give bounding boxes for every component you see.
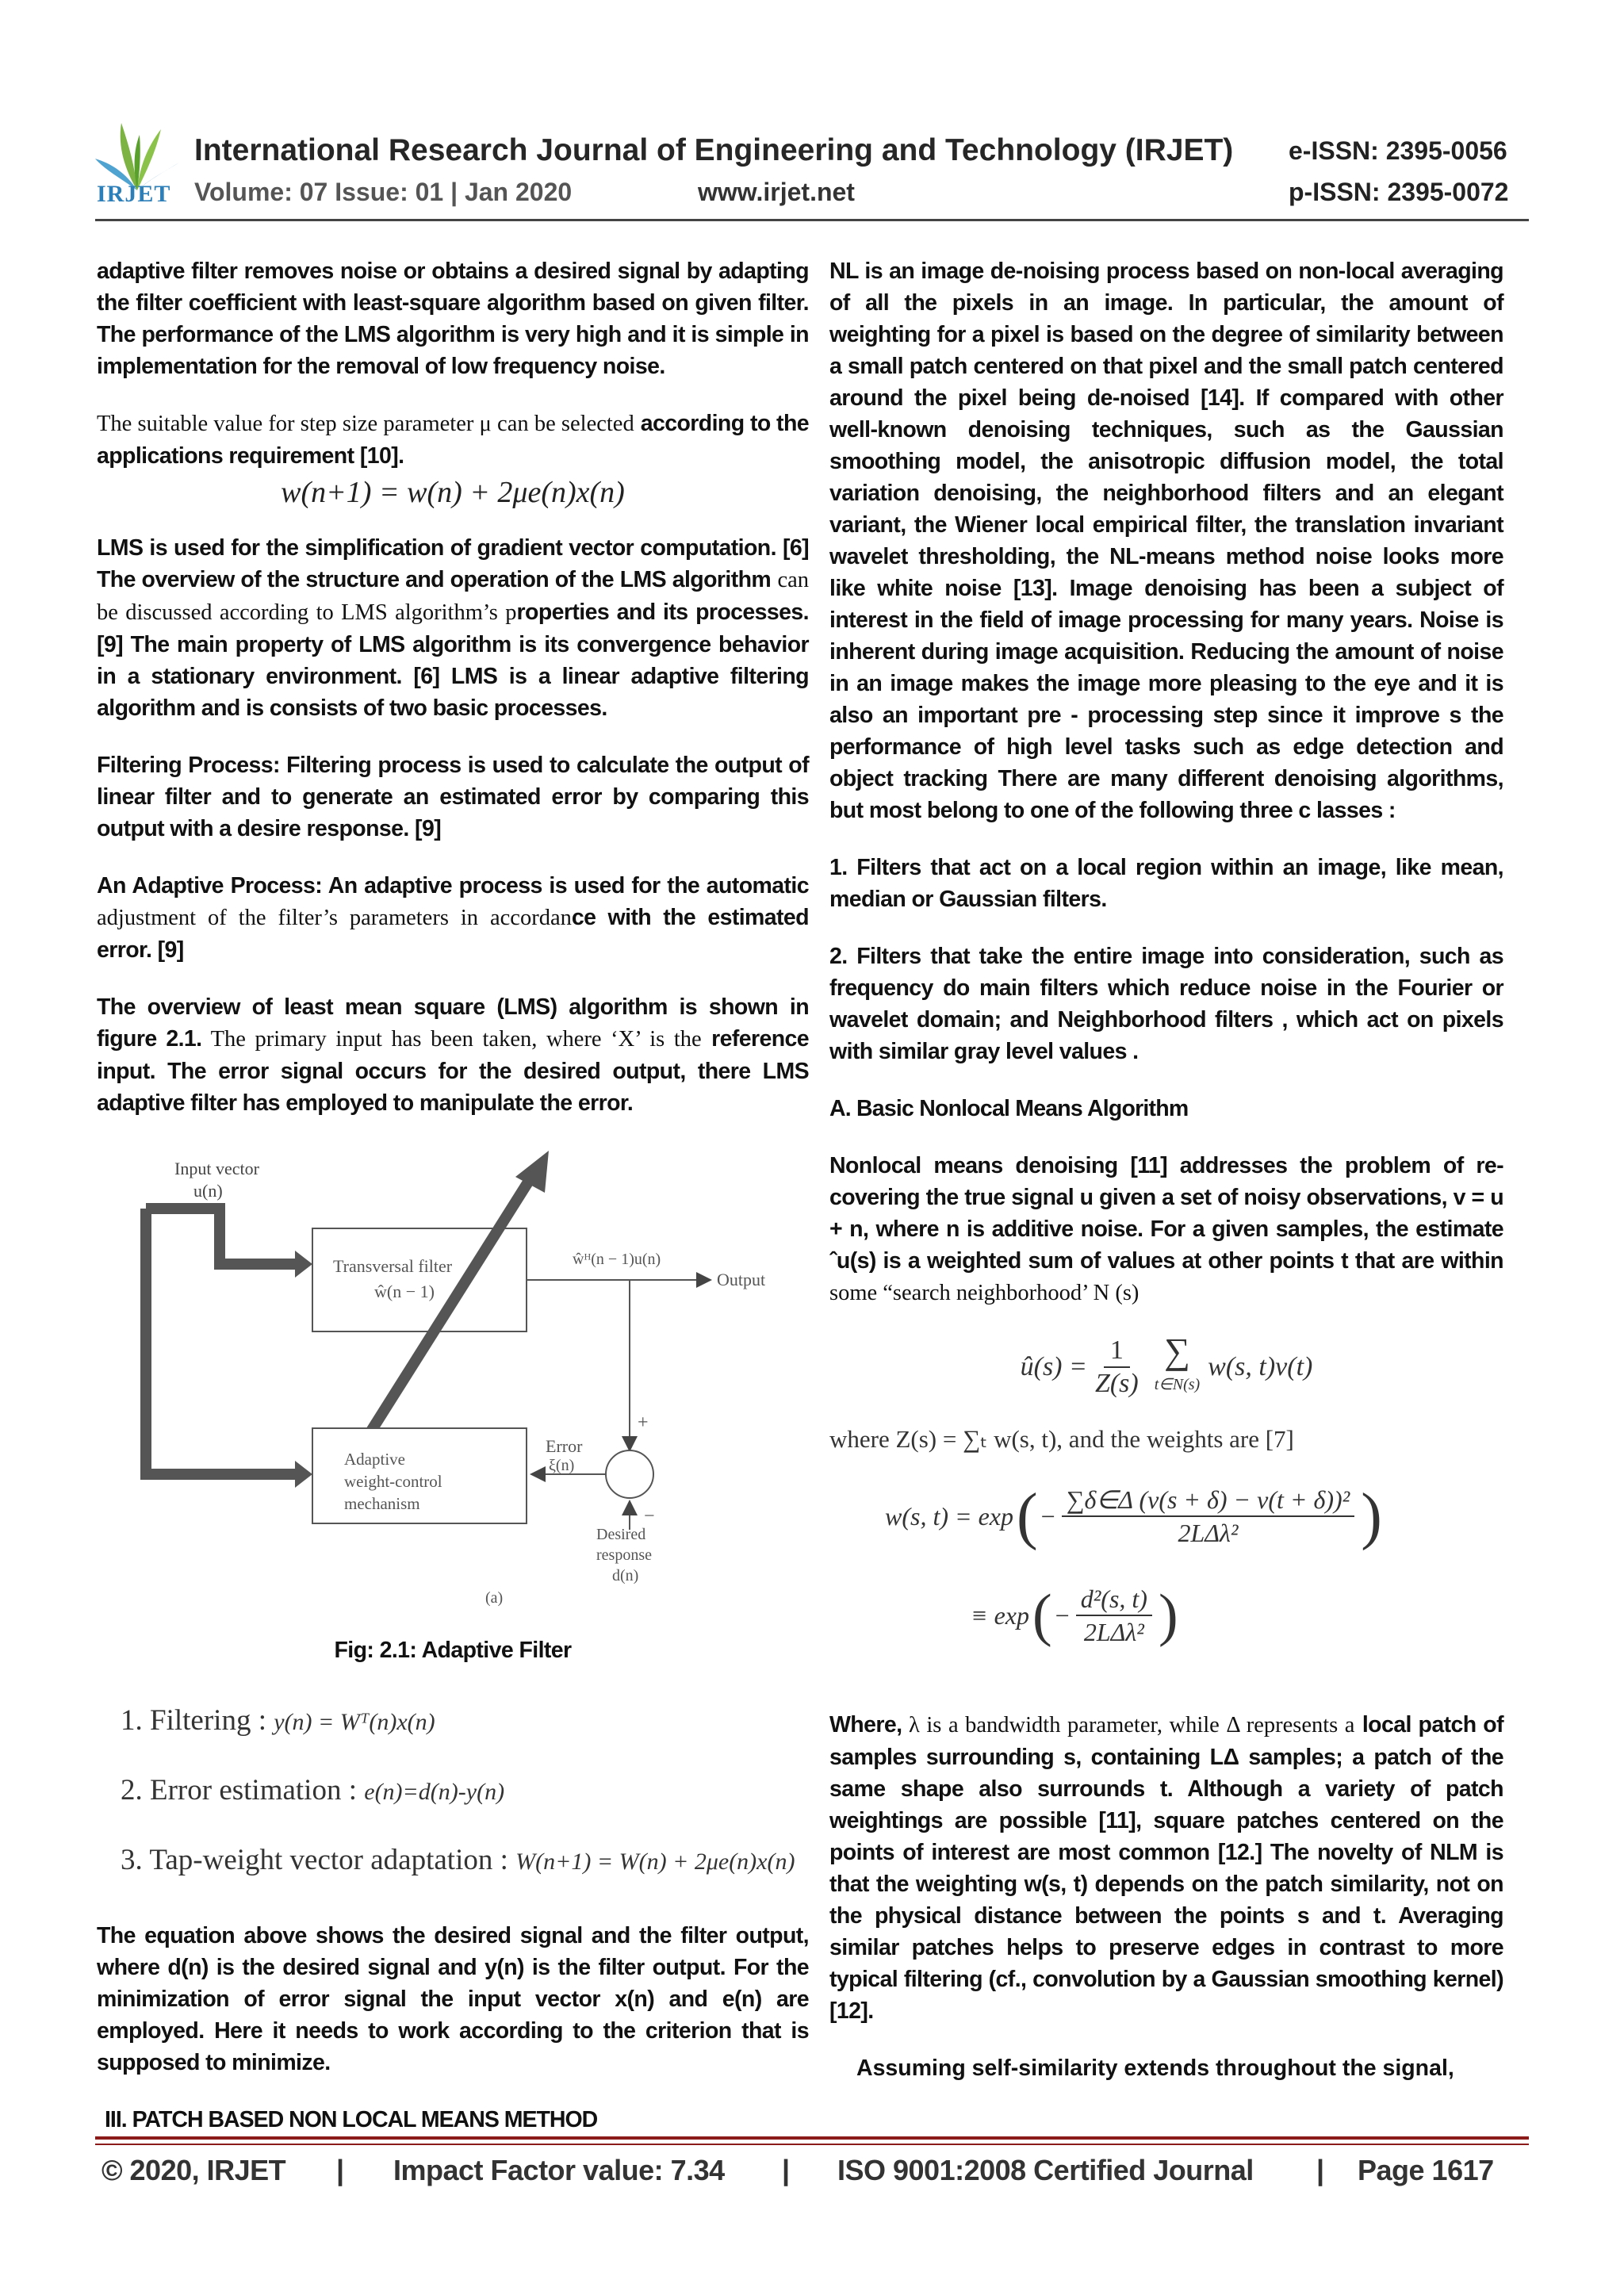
input-u-label: u(n) <box>193 1181 223 1201</box>
arrow-icon <box>295 1461 312 1488</box>
paragraph: The suitable value for step size parameter μ can be selected according to the applications requirement [10]. <box>97 411 809 469</box>
footer-rule <box>95 2144 1529 2145</box>
desired-label-2: response <box>596 1546 652 1564</box>
right-column <box>829 255 1503 2084</box>
volume-info: Volume: 07 Issue: 01 | Jan 2020 <box>194 178 573 206</box>
desired-label-3: d(n) <box>612 1567 639 1584</box>
uhat-equation: û(s) = $\frac{1}{Z(s)}$ ∑ t∈N(s) w(s, t)v(t) <box>1020 1331 1313 1398</box>
pissn: p-ISSN: 2395-0072 <box>1289 178 1509 206</box>
adaptive-label-3: mechanism <box>344 1494 420 1513</box>
journal-title: International Research Journal of Engineering and Technology (IRJET) <box>194 133 1234 167</box>
error-label: Error <box>546 1436 583 1456</box>
desired-label-1: Desired <box>596 1526 646 1543</box>
arrow-icon <box>295 1251 312 1278</box>
transversal-label: Transversal filter <box>333 1256 453 1276</box>
paragraph: adaptive filter removes noise or obtains a desired signal by adapting the filter coefficient with least-square algorithm based on given filter. The performance of the LMS algorithm is very high and it is simple in implementation for the removal of low frequency noise. <box>97 259 809 379</box>
lms-update-equation: w(n+1) = w(n) + 2μe(n)x(n) <box>281 476 625 509</box>
paragraph: NL is an image de-noising process based on non-local averaging of all the pixels in an image. In particular, the amount of weighting for a pixel is based on the degree of similarity between a small patch centered on that pixel and the small patch centered around the pixel being de-noised [14]. If compared with other well-known denoising techniques, such as the Gaussian smoothing model, the anisotropic diffusion model, the total variation denoising, the neighborhood filters and an elegant variant, the Wiener local empirical filter, the translation invariant wavelet thresholding, the NL-means method noise looks more like white noise [13]. Image denoising has been a subject of interest in the field of image processing for many years. Noise is inherent during image acquisition. Reducing the amount of noise in an image makes the image more pleasing to the eye and it is also an important pre - processing step since it improve s the performance of high level tasks such as edge detection and object tracking There are many different denoising algorithms, but most belong to one of the following three c lasses : <box>829 259 1503 823</box>
summing-junction <box>606 1450 653 1498</box>
page-header <box>0 0 1624 238</box>
paragraph: 1. Filters that act on a local region within an image, like mean, median or Gaussian filters. <box>829 855 1503 912</box>
paragraph: Where, λ is a bandwidth parameter, while Δ represents a local patch of samples surrounding s, containing LΔ samples; a patch of the same shape also surrounds t. Although a variety of patch weightings are possible [11], square patches centered on the points of interest are most common [12.] The novelty of NLM is that the weighting w(s, t) depends on the patch similarity, not on the physical distance between the points s and t. Averaging similar patches helps to preserve edges in contrast to more typical filtering (cf., convolution by a Gaussian smoothing kernel) [12]. <box>829 1712 1503 2024</box>
adaptive-filter-diagram <box>97 1133 809 1530</box>
footer-separator: | <box>336 2154 344 2186</box>
paragraph: Nonlocal means denoising [11] addresses the problem of re-covering the true signal u given a set of noisy observations, v = u + n, where n is additive noise. For a given samples, the estimate ˆu(s) is a weighted sum of values at other points t that are within some “search neighborhood’ N (s) <box>829 1153 1503 1305</box>
subsection-heading: A. Basic Nonlocal Means Algorithm <box>829 1096 1189 1121</box>
adaptive-label-1: Adaptive <box>344 1450 405 1469</box>
output-label: Output <box>717 1270 766 1289</box>
paragraph: Filtering Process: Filtering process is used to calculate the output of linear filter and to generate an estimated error by comparing this output with a desire response. [9] <box>97 753 809 841</box>
footer-copyright: © 2020, IRJET <box>102 2154 286 2186</box>
paragraph: Assuming self-similarity extends throughout the signal, <box>856 2056 1454 2081</box>
footer-rule <box>95 2136 1529 2140</box>
z-definition: where Z(s) = ∑ₜ w(s, t), and the weights are [7] <box>829 1425 1294 1453</box>
left-column <box>97 255 809 2136</box>
header-rule <box>95 219 1529 221</box>
figure-sublabel: (a) <box>485 1589 504 1607</box>
step-error: 2. Error estimation : e(n)=d(n)-y(n) <box>121 1774 505 1806</box>
section-heading: III. PATCH BASED NON LOCAL MEANS METHOD <box>105 2107 598 2132</box>
step-filtering: 1. Filtering : y(n) = Wᵀ(n)x(n) <box>121 1704 435 1737</box>
input-path-upper <box>146 1209 295 1264</box>
error-symbol: ξ(n) <box>549 1457 575 1474</box>
paragraph: An Adaptive Process: An adaptive process is used for the automatic adjustment of the filter’s parameters in accordance with the estimated error. [9] <box>97 873 809 963</box>
weight-equation: w(s, t) = exp ( − ∑δ∈Δ (v(s + δ) − v(t + δ))² 2LΔλ² ) <box>885 1481 1382 1551</box>
minus-sign: − <box>644 1506 655 1527</box>
eissn: e-ISSN: 2395-0056 <box>1289 136 1507 165</box>
adaptive-filter-diagram-labels <box>97 1525 809 1620</box>
plus-sign: + <box>638 1412 649 1433</box>
paragraph: LMS is used for the simplification of gradient vector computation. [6] The overview of the structure and operation of the LMS algorithm can be discussed according to LMS algorithm’s properties and its processes. [9] The main property of LMS algorithm is its convergence behavior in a stationary environment. [6] LMS is a linear adaptive filtering algorithm and is consists of two basic processes. <box>97 535 809 721</box>
nlm-equations <box>829 1320 1503 1663</box>
paragraph: The overview of least mean square (LMS) algorithm is shown in figure 2.1. The primary input has been taken, where ‘X’ is the reference input. The error signal occurs for the desired output, there LMS adaptive filter has employed to manipulate the error. <box>97 994 810 1116</box>
lms-steps <box>121 1687 809 1896</box>
weight-equation-alt: ≡ exp ( − d²(s, t) 2LΔλ² ) <box>971 1583 1178 1648</box>
footer-page-number: Page 1617 <box>1358 2154 1494 2186</box>
input-vector-label: Input vector <box>174 1159 259 1178</box>
transversal-weight-label: ŵ(n − 1) <box>374 1282 435 1301</box>
footer-iso: ISO 9001:2008 Certified Journal <box>837 2154 1254 2186</box>
step-adaptation: 3. Tap-weight vector adaptation : W(n+1) = W(n) + 2μe(n)x(n) <box>121 1844 795 1876</box>
adaptive-label-2: weight-control <box>344 1472 442 1491</box>
footer-separator: | <box>1316 2154 1324 2186</box>
paragraph: 2. Filters that take the entire image into consideration, such as frequency do main filters which reduce noise in the Fourier or wavelet domain; and Neighborhood filters , which act on pixels with similar gray level values . <box>829 944 1503 1064</box>
footer-impact-factor: Impact Factor value: 7.34 <box>393 2154 725 2186</box>
journal-website: www.irjet.net <box>698 178 855 206</box>
logo-text: IRJET <box>97 181 171 207</box>
footer-separator: | <box>782 2154 790 2186</box>
output-expression: ŵᴴ(n − 1)u(n) <box>573 1251 661 1268</box>
figure-caption: Fig: 2.1: Adaptive Filter <box>334 1638 572 1663</box>
paragraph: The equation above shows the desired signal and the filter output, where d(n) is the desired signal and y(n) is the filter output. For the minimization of error signal the input vector x(n) and e(n) are employed. Here it needs to work according to the criterion that is supposed to minimize. <box>97 1923 809 2075</box>
